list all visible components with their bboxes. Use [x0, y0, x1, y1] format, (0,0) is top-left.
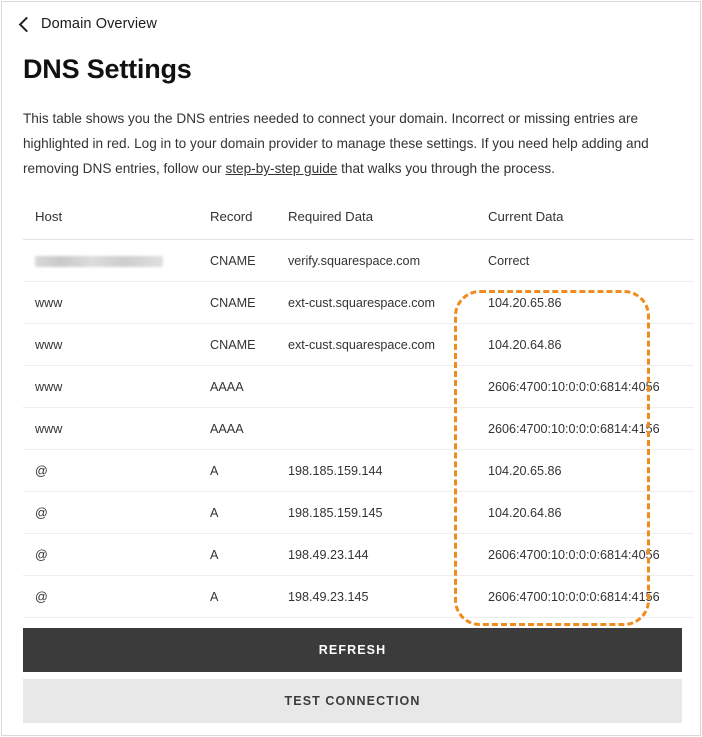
- cell-required-data: 198.185.159.145: [288, 492, 488, 534]
- cell-current-data: Correct: [488, 240, 694, 282]
- cell-record-type: A: [210, 576, 288, 618]
- table-row: [23, 534, 694, 576]
- cell-current-data: 2606:4700:10:0:0:0:6814:4156: [488, 408, 694, 450]
- cell-required-data: 198.49.23.145: [288, 576, 488, 618]
- cell-required-data: [288, 366, 488, 408]
- cell-host: @: [23, 492, 210, 534]
- cell-host: www: [23, 408, 210, 450]
- cell-current-data: 2606:4700:10:0:0:0:6814:4056: [488, 534, 694, 576]
- table-row: [23, 450, 694, 492]
- cell-required-data: [288, 408, 488, 450]
- table-row: [23, 324, 694, 366]
- column-header-host: Host: [23, 203, 210, 240]
- refresh-button[interactable]: REFRESH: [23, 628, 682, 672]
- table-row: [23, 282, 694, 324]
- cell-current-data: 104.20.65.86: [488, 450, 694, 492]
- intro-text-part2: that walks you through the process.: [337, 161, 555, 176]
- table-row: [23, 366, 694, 408]
- cell-record-type: AAAA: [210, 366, 288, 408]
- cell-record-type: A: [210, 534, 288, 576]
- cell-host: www: [23, 366, 210, 408]
- dns-records-table: [23, 203, 694, 618]
- back-navigation[interactable]: [2, 2, 700, 38]
- test-connection-button[interactable]: TEST CONNECTION: [23, 679, 682, 723]
- column-header-record: Record: [210, 203, 288, 240]
- cell-host: @: [23, 576, 210, 618]
- cell-current-data: 2606:4700:10:0:0:0:6814:4156: [488, 576, 694, 618]
- cell-required-data: ext-cust.squarespace.com: [288, 324, 488, 366]
- table-row: [23, 576, 694, 618]
- cell-required-data: ext-cust.squarespace.com: [288, 282, 488, 324]
- redacted-host-value: [35, 256, 163, 267]
- intro-text: [23, 106, 679, 181]
- cell-current-data: 104.20.64.86: [488, 324, 694, 366]
- table-row: [23, 408, 694, 450]
- table-row: [23, 492, 694, 534]
- table-header-row: [23, 203, 694, 240]
- cell-host: www: [23, 282, 210, 324]
- cell-current-data: 104.20.65.86: [488, 282, 694, 324]
- cell-required-data: verify.squarespace.com: [288, 240, 488, 282]
- page-title: DNS Settings: [23, 54, 192, 84]
- dns-settings-panel: [1, 1, 701, 736]
- step-by-step-guide-link[interactable]: step-by-step guide: [225, 161, 338, 176]
- cell-host: [23, 240, 210, 282]
- cell-host: @: [23, 534, 210, 576]
- cell-record-type: AAAA: [210, 408, 288, 450]
- cell-record-type: A: [210, 492, 288, 534]
- cell-current-data: 2606:4700:10:0:0:0:6814:4056: [488, 366, 694, 408]
- column-header-current-data: Current Data: [488, 203, 694, 240]
- cell-record-type: CNAME: [210, 240, 288, 282]
- table-row: [23, 240, 694, 282]
- cell-record-type: A: [210, 450, 288, 492]
- table-body: [23, 240, 694, 618]
- column-header-required-data: Required Data: [288, 203, 488, 240]
- back-link-label: Domain Overview: [41, 16, 157, 32]
- chevron-left-icon: [19, 16, 35, 32]
- intro-text-part1: This table shows you the DNS entries needed to connect your domain. Incorrect or missing entries are highlighted in red. Log in to your domain provider to manage these settings. If you need help adding and removing DNS entries, follow our: [23, 111, 649, 176]
- cell-record-type: CNAME: [210, 324, 288, 366]
- cell-required-data: 198.49.23.144: [288, 534, 488, 576]
- cell-host: @: [23, 450, 210, 492]
- cell-required-data: 198.185.159.144: [288, 450, 488, 492]
- cell-host: www: [23, 324, 210, 366]
- cell-current-data: 104.20.64.86: [488, 492, 694, 534]
- cell-record-type: CNAME: [210, 282, 288, 324]
